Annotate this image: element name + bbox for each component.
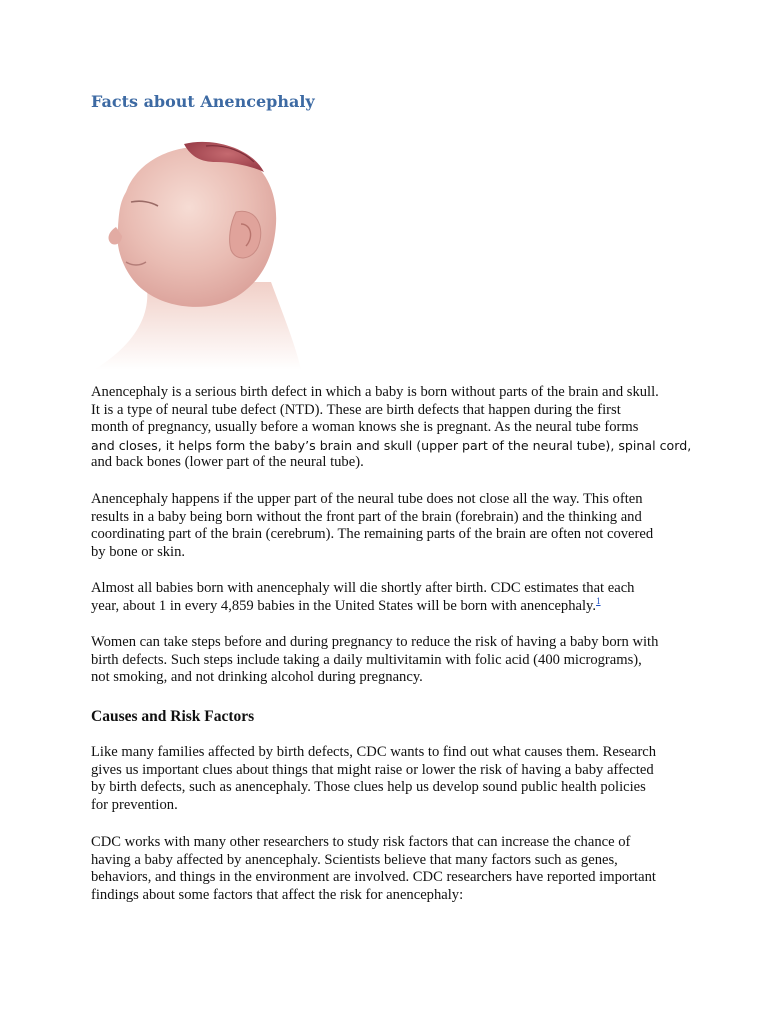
- paragraph-research: Like many families affected by birth defects, CDC wants to find out what causes them. Research gives us important clues about things that might raise or lower the risk of having a baby affected by birth defects, such as anencephaly. Those clues help us develop sound public health policies for prevention.: [91, 744, 657, 813]
- paragraph-prevalence: Almost all babies born with anencephaly will die shortly after birth. CDC estimates that each year, about 1 in every 4,859 babies in the United States will be born with anencephaly.$^1$: [91, 580, 635, 614]
- baby-head-icon: [86, 132, 306, 370]
- paragraph-neural-tube: Anencephaly happens if the upper part of the neural tube does not close all the way. This often results in a baby being born without the front part of the brain (forebrain) and the thinking and coordinating part of the brain (cerebrum). The remaining parts of the brain are often not covered by bone or skin.: [91, 491, 654, 560]
- section-heading-causes: Causes and Risk Factors: [91, 708, 255, 725]
- page-title: Facts about Anencephaly: [91, 92, 315, 111]
- paragraph-prevention: Women can take steps before and during pregnancy to reduce the risk of having a baby born with birth defects. Such steps include taking a daily multivitamin with folic acid (400 micrograms), not smoking, and not drinking alcohol during pregnancy.: [91, 634, 659, 686]
- footnote-link[interactable]: 1: [596, 595, 601, 606]
- paragraph-intro: Anencephaly is a serious birth defect in which a baby is born without parts of the brain and skull. It is a type of neural tube defect (NTD). These are birth defects that happen during the first month of pregnancy, usually before a woman knows she is pregnant. As the neural tube forms and closes, it helps form the baby’s brain and skull (upper part of the neural tube), spinal cord, and back bones (lower part of the neural tube).: [91, 384, 692, 471]
- baby-head-illustration: [86, 132, 306, 370]
- paragraph-risk-factors: CDC works with many other researchers to study risk factors that can increase the chance of having a baby affected by anencephaly. Scientists believe that many factors such as genes, behaviors, and things in the environment are involved. CDC researchers have reported important findings about some factors that affect the risk for anencephaly:: [91, 834, 656, 903]
